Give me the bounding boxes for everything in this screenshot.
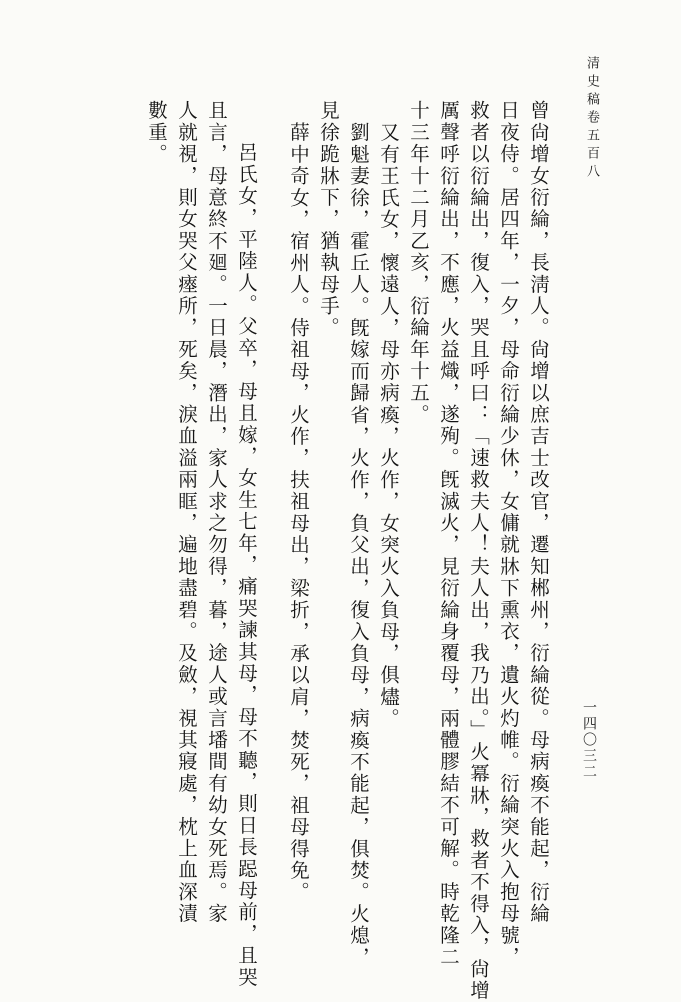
text-column: 日夜侍。居四年，一夕，母命衍綸少休，女傭就牀下熏衣，遺火灼帷。衍綸突火入抱母號，: [497, 100, 520, 968]
text-column: 厲聲呼衍綸出，不應，火益熾，遂殉。旣滅火，見衍綸身覆母，兩體膠結不可解。時乾隆二: [437, 100, 460, 968]
text-column: 救者以衍綸出，復入，哭且呼曰：「速救夫人！夫人出，我乃出。」火冪牀，救者不得入，尙增: [467, 100, 490, 1002]
text-column: 又有王氏女，懷遠人，母亦病瘓，火作，女突火入負母，俱燼。: [377, 122, 400, 730]
text-column: 數重。: [145, 100, 168, 166]
page-number: 一四〇三二: [581, 700, 597, 780]
text-column: 十三年十二月乙亥，衍綸年十五。: [407, 100, 430, 426]
text-column: 薛中奇女，宿州人。侍祖母，火作，扶祖母出，梁折，承以肩，焚死，祖母得免。: [287, 122, 310, 904]
text-column: 見徐跪牀下，猶執母手。: [317, 100, 340, 339]
text-column: 且言，母意終不廻。一日晨，潛出，家人求之勿得，暮，途人或言墦間有幼女死焉。家: [205, 100, 228, 925]
running-header-title: 清史稿卷五百八: [584, 56, 599, 182]
text-column: 人就視，則女哭父瘞所，死矣，淚血溢兩眶，遍地盡碧。及斂，視其寢處，枕上血深漬: [175, 100, 198, 925]
body-text: [141, 100, 553, 1002]
paragraph-gap: [261, 100, 283, 980]
text-column: 呂氏女，平陸人。父卒，母且嫁，女生七年，痛哭諫其母，母不聽，則日長跽母前，且哭: [235, 142, 258, 989]
text-column: 劉魁妻徐，霍丘人。旣嫁而歸省，火作，負父出，復入負母，病瘓不能起，俱焚。火熄，: [347, 122, 370, 969]
text-column: 曾尙增女衍綸，長淸人。尙增以庶吉士改官，遷知郴州，衍綸從。母病瘓不能起，衍綸: [527, 100, 550, 925]
